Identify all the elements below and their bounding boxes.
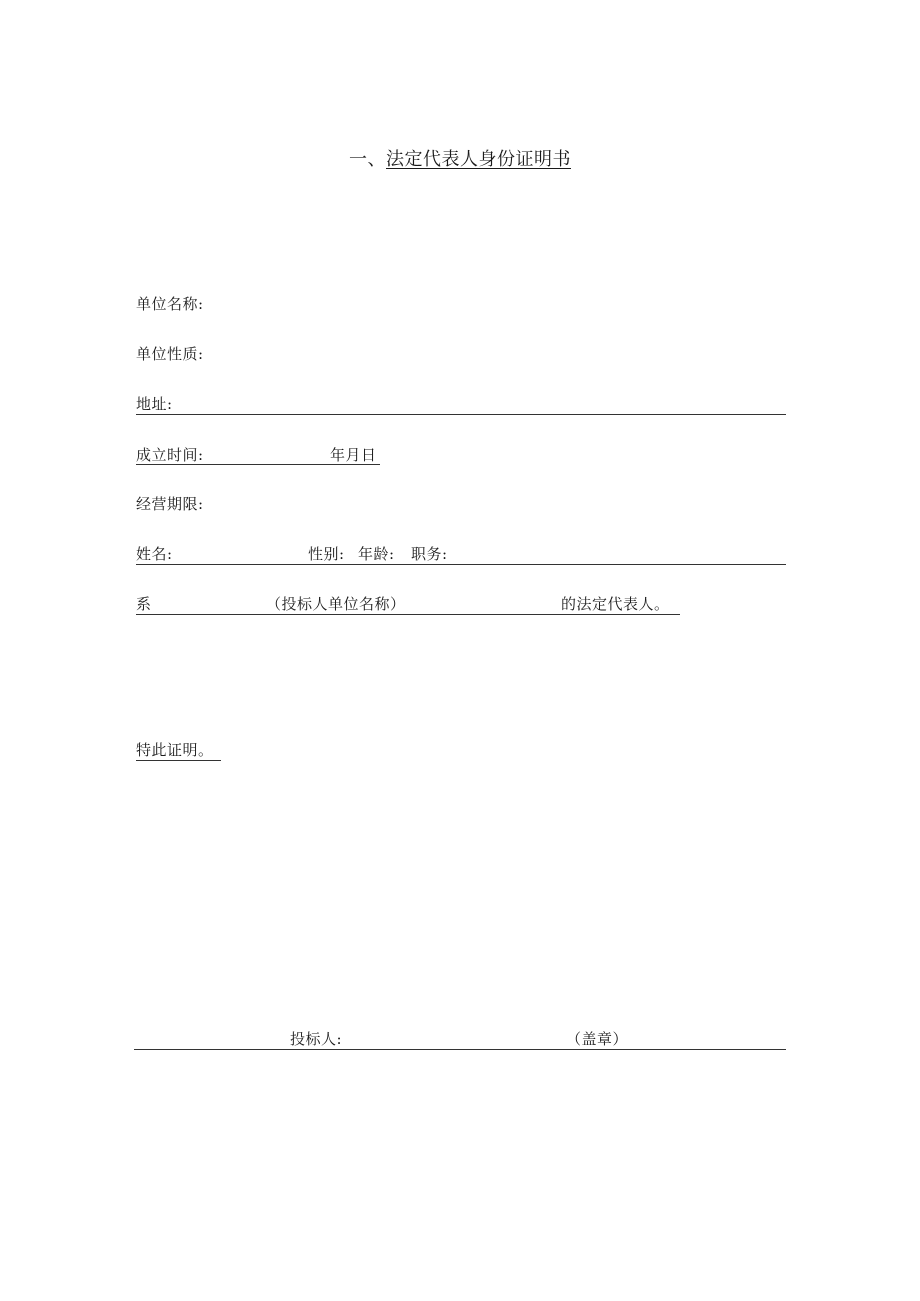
age-label: 年龄:	[358, 545, 395, 563]
position-label: 职务:	[411, 545, 448, 563]
founding-time-date: 年月日	[330, 446, 377, 464]
relation-suffix: 的法定代表人。	[561, 595, 670, 613]
address-label: 地址:	[136, 395, 173, 413]
relation-prefix: 系	[136, 595, 152, 613]
signature-underline	[134, 1049, 786, 1050]
certify-underline	[136, 760, 221, 761]
seal-label: （盖章）	[566, 1030, 629, 1048]
document-title	[0, 148, 920, 172]
title-prefix: 一、	[349, 149, 386, 170]
certify-text: 特此证明。	[136, 741, 214, 759]
personal-info-underline	[136, 564, 786, 565]
unit-nature-label: 单位性质:	[136, 345, 204, 363]
name-label: 姓名:	[136, 545, 173, 563]
address-underline	[136, 414, 786, 415]
gender-label: 性别:	[308, 545, 345, 563]
relation-underline	[136, 614, 680, 615]
founding-time-underline	[136, 464, 380, 465]
unit-name-label: 单位名称:	[136, 295, 204, 313]
business-term-label: 经营期限:	[136, 495, 204, 513]
relation-placeholder: （投标人单位名称）	[266, 595, 406, 613]
bidder-label: 投标人:	[290, 1030, 343, 1048]
title-main: 法定代表人身份证明书	[386, 149, 571, 170]
founding-time-label: 成立时间:	[136, 446, 204, 464]
